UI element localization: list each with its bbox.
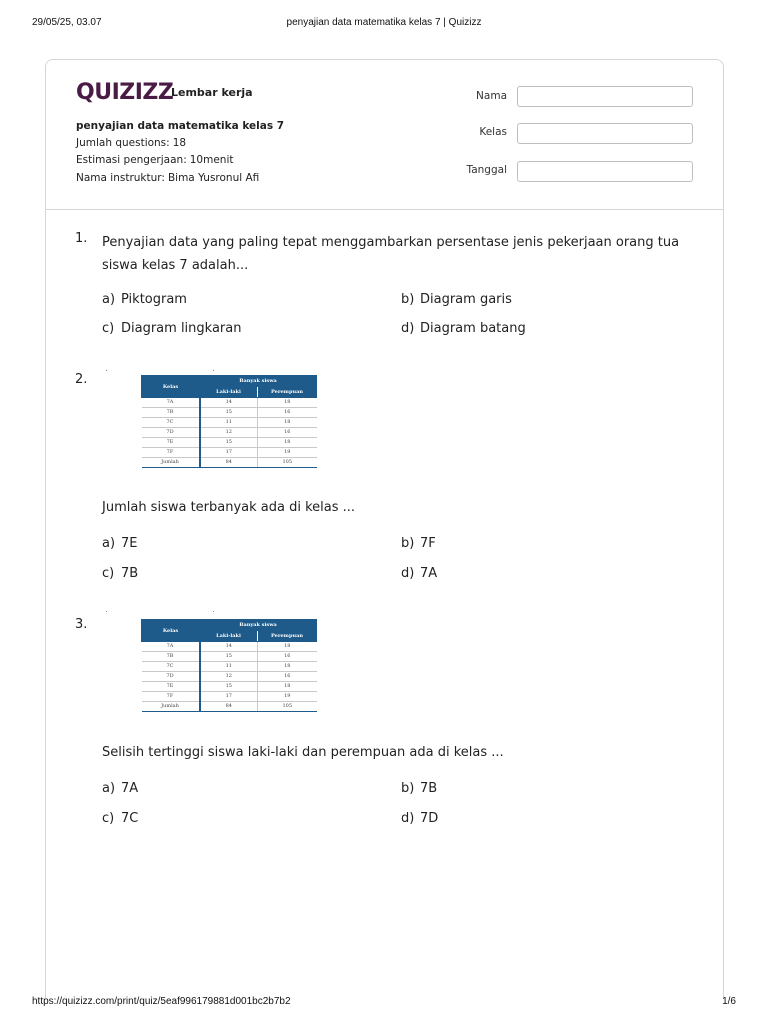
col-group-header: Banyak siswa (200, 376, 317, 387)
option-letter: a) (102, 292, 116, 307)
table-row: 7C 11 18 (142, 418, 317, 428)
meta-label: Jumlah questions: (76, 137, 170, 149)
option-text: 7B (420, 781, 438, 796)
col-group-header: Banyak siswa (200, 620, 317, 631)
option-text: 7A (420, 566, 438, 581)
option-b[interactable] (401, 292, 512, 307)
print-header (32, 17, 736, 31)
table-row: 7A 14 18 (142, 398, 317, 408)
quiz-title: penyajian data matematika kelas 7 (76, 120, 285, 132)
question-text: Jumlah siswa terbanyak ada di kelas ... (102, 500, 356, 515)
option-text: Diagram garis (420, 292, 512, 307)
table-total-row: Jumlah 84 105 (142, 458, 317, 468)
table-row: 7E 15 18 (142, 438, 317, 448)
nama-label: Nama (476, 90, 507, 102)
meta-estimated-time (76, 154, 233, 166)
option-letter: a) (102, 536, 116, 551)
table-total-row: Jumlah 84 105 (142, 702, 317, 712)
option-b[interactable] (401, 536, 436, 551)
question-number: 1. (75, 231, 88, 246)
option-letter: c) (102, 566, 115, 581)
print-url[interactable]: https://quizizz.com/print/quiz/5eaf996179881d001bc2b7b2 (32, 996, 291, 1007)
table-row: 7F 17 19 (142, 692, 317, 702)
col-kelas-header: Kelas (142, 620, 200, 642)
col-perempuan-header: Perempuan (258, 631, 317, 642)
print-footer (32, 996, 736, 1010)
option-c[interactable] (102, 811, 138, 826)
meta-question-count (76, 137, 186, 149)
option-b[interactable] (401, 781, 437, 796)
table-row: 7C 11 18 (142, 662, 317, 672)
col-perempuan-header: Perempuan (258, 387, 317, 398)
kelas-label: Kelas (479, 126, 507, 138)
question-1 (75, 231, 695, 346)
question-text: Selisih tertinggi siswa laki-laki dan perempuan ada di kelas ... (102, 745, 504, 760)
option-letter: d) (401, 811, 415, 826)
meta-instructor (76, 172, 259, 184)
option-letter: c) (102, 811, 115, 826)
option-text: 7F (420, 536, 436, 551)
table-row: 7D 12 16 (142, 428, 317, 438)
table-row: 7D 12 16 (142, 672, 317, 682)
option-a[interactable] (102, 292, 187, 307)
option-text: Diagram batang (420, 321, 526, 336)
option-letter: c) (102, 321, 115, 336)
option-a[interactable] (102, 536, 138, 551)
option-d[interactable] (401, 566, 437, 581)
print-page-title: penyajian data matematika kelas 7 | Quizizz (286, 17, 482, 28)
meta-label: Nama instruktur: (76, 172, 165, 184)
question-text: Penyajian data yang paling tepat menggambarkan persentase jenis pekerjaan orang tua siswa kelas 7 adalah... (102, 235, 680, 273)
meta-value: 18 (172, 137, 187, 149)
table-row: 7A 14 18 (142, 642, 317, 652)
option-text: 7A (121, 781, 139, 796)
option-letter: a) (102, 781, 116, 796)
meta-label: Estimasi pengerjaan: (76, 154, 187, 166)
option-letter: b) (401, 292, 415, 307)
quizizz-logo (76, 80, 173, 106)
table-row: 7B 15 16 (142, 408, 317, 418)
question-3 (75, 617, 695, 832)
question-2 (75, 372, 695, 587)
print-page-number: 1/6 (722, 996, 736, 1007)
table-speck (213, 370, 214, 371)
worksheet-type: Lembar kerja (171, 86, 253, 99)
table-speck (106, 611, 107, 612)
worksheet-header (46, 60, 723, 210)
question-number: 3. (75, 617, 88, 632)
logo-text: QUIZIZZ (76, 80, 174, 105)
option-letter: b) (401, 781, 415, 796)
table-row: 7E 15 18 (142, 682, 317, 692)
option-a[interactable] (102, 781, 138, 796)
option-text: Piktogram (121, 292, 187, 307)
col-laki-header: Laki-laki (200, 387, 258, 398)
option-c[interactable] (102, 321, 241, 336)
tanggal-field[interactable] (517, 161, 693, 182)
option-text: 7C (121, 811, 139, 826)
student-count-table (141, 619, 317, 712)
col-kelas-header: Kelas (142, 376, 200, 398)
nama-field[interactable] (517, 86, 693, 107)
option-text: Diagram lingkaran (121, 321, 242, 336)
col-laki-header: Laki-laki (200, 631, 258, 642)
option-d[interactable] (401, 811, 438, 826)
table-row: 7B 15 16 (142, 652, 317, 662)
tanggal-label: Tanggal (466, 164, 507, 176)
option-letter: d) (401, 566, 415, 581)
option-text: 7E (121, 536, 138, 551)
option-c[interactable] (102, 566, 138, 581)
meta-value: Bima Yusronul Afi (167, 172, 260, 184)
table-speck (213, 611, 214, 612)
meta-value: 10menit (189, 154, 234, 166)
table-speck (106, 370, 107, 371)
question-number: 2. (75, 372, 88, 387)
student-count-table (141, 375, 317, 468)
table-row: 7F 17 19 (142, 448, 317, 458)
option-text: 7D (420, 811, 439, 826)
kelas-field[interactable] (517, 123, 693, 144)
option-letter: d) (401, 321, 415, 336)
option-d[interactable] (401, 321, 526, 336)
option-text: 7B (121, 566, 139, 581)
option-letter: b) (401, 536, 415, 551)
print-datetime: 29/05/25, 03.07 (32, 17, 102, 28)
